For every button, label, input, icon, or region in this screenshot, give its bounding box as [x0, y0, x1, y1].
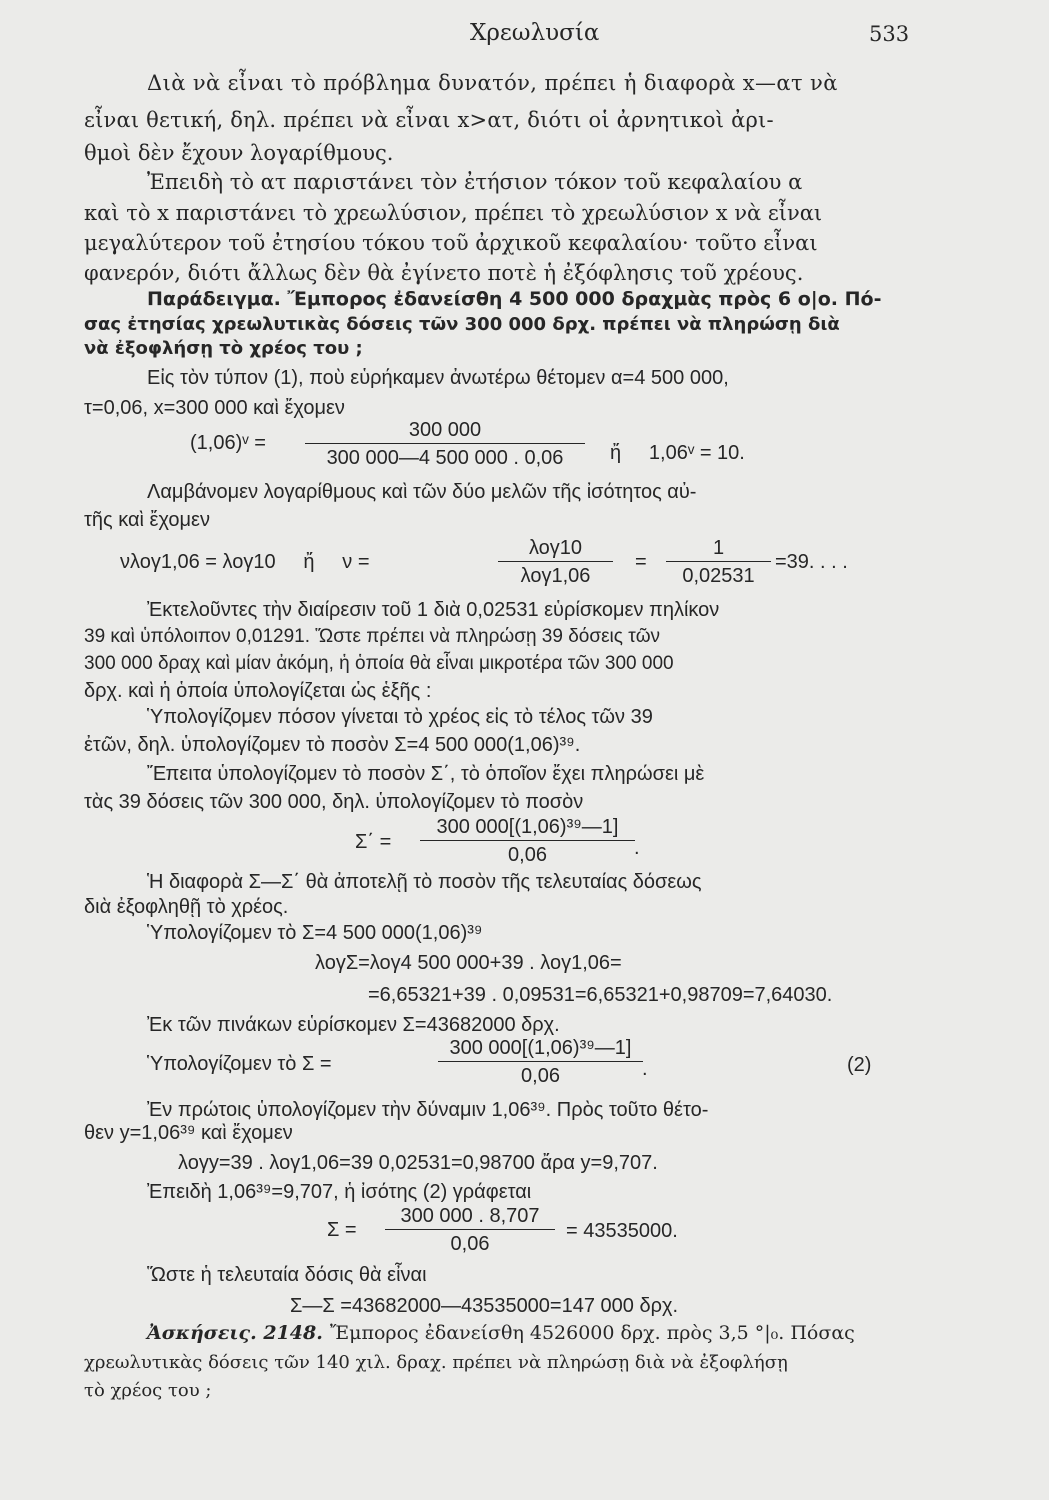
fraction-denominator: λογ1,06 [520, 565, 591, 587]
paragraph-line: μεγαλύτερον τοῦ ἐτησίου τόκου τοῦ ἀρχικοῦ κεφαλαίου· τοῦτο εἶναι [84, 231, 818, 255]
equation-rhs: ἤ 1,06ᵛ = 10. [610, 442, 745, 464]
paragraph-line: Ὥστε ἡ τελευταία δόσις θὰ εἶναι [147, 1264, 427, 1286]
equation-line: =6,65321+39 . 0,09531=6,65321+0,98709=7,64030. [368, 984, 833, 1006]
paragraph-line: διὰ ἐξοφληθῇ τὸ χρέος. [84, 896, 289, 918]
exercise-label: Ἀσκήσεις. 2148. [147, 1322, 323, 1344]
paragraph-line: Ἐν πρώτοις ὑπολογίζομεν τὴν δύναμιν 1,06³⁹. Πρὸς τοῦτο θέτο- [147, 1099, 709, 1121]
paragraph-line: εἶναι θετική, δηλ. πρέπει νὰ εἶναι x>ατ, διότι οἱ ἀρνητικοὶ ἀρι- [84, 108, 774, 132]
paragraph-line: τῆς καὶ ἔχομεν [84, 509, 210, 531]
equation-line: Σ—Σ =43682000—43535000=147 000 δρχ. [290, 1295, 679, 1317]
paragraph-line: τ=0,06, x=300 000 καὶ ἔχομεν [84, 397, 345, 419]
paragraph-line: Ἔπειτα ὑπολογίζομεν τὸ ποσὸν Σ΄, τὸ ὁποῖον ἔχει πληρώσει μὲ [147, 763, 705, 785]
equation-rhs: = 43535000. [566, 1220, 678, 1242]
equation-lhs: Σ΄ = [355, 831, 392, 853]
equation-period: . [642, 1058, 648, 1080]
fraction-denominator: 0,06 [521, 1065, 560, 1087]
equation-lhs: Ὑπολογίζομεν τὸ Σ = [147, 1053, 332, 1075]
equation-fraction [438, 1038, 643, 1086]
paragraph-line: καὶ τὸ x παριστάνει τὸ χρεωλύσιον, πρέπει τὸ χρεωλύσιον x νὰ εἶναι [84, 201, 823, 225]
example-line: νὰ ἐξοφλήσῃ τὸ χρέος του ; [84, 338, 363, 359]
paragraph-line: Ἐκ τῶν πινάκων εὑρίσκομεν Σ=43682000 δρχ. [147, 1014, 560, 1036]
paragraph-line: Ἐπειδὴ τὸ ατ παριστάνει τὸν ἐτήσιον τόκον τοῦ κεφαλαίου α [147, 170, 803, 194]
paragraph-line: 39 καὶ ὑπόλοιπον 0,01291. Ὥστε πρέπει νὰ πληρώσῃ 39 δόσεις τῶν [84, 626, 661, 647]
exercise-line: Ἔμπορος ἐδανείσθη 4526000 δρχ. πρὸς 3,5 °|₀. Πόσας [330, 1322, 855, 1344]
equation-fraction [385, 1206, 555, 1254]
exercise-line: τὸ χρέος του ; [84, 1380, 212, 1401]
fraction-numerator: 300 000 [305, 420, 585, 444]
paragraph-line: Εἰς τὸν τύπον (1), ποὺ εὑρήκαμεν ἀνωτέρω θέτομεν α=4 500 000, [147, 367, 729, 389]
paragraph-line: Ἐκτελοῦντες τὴν διαίρεσιν τοῦ 1 διὰ 0,02531 εὑρίσκομεν πηλίκον [147, 599, 720, 621]
paragraph-line: δρχ. καὶ ἡ ὁποία ὑπολογίζεται ὡς ἑξῆς : [84, 680, 432, 702]
example-line: σας ἐτησίας χρεωλυτικὰς δόσεις τῶν 300 000 δρχ. πρέπει νὰ πληρώσῃ διὰ [84, 314, 840, 335]
paragraph-line: 300 000 δραχ καὶ μίαν ἀκόμη, ἡ ὁποία θὰ εἶναι μικροτέρα τῶν 300 000 [84, 653, 674, 674]
exercise-line: χρεωλυτικὰς δόσεις τῶν 140 χιλ. δραχ. πρέπει νὰ πληρώσῃ διὰ νὰ ἐξοφλήσῃ [84, 1352, 788, 1373]
paragraph-line: θμοὶ δὲν ἔχουν λογαρίθμους. [84, 141, 394, 165]
paragraph-line: Λαμβάνομεν λογαρίθμους καὶ τῶν δύο μελῶν τῆς ἰσότητος αὐ- [147, 481, 697, 503]
paragraph-line: Ἡ διαφορὰ Σ—Σ΄ θὰ ἀποτελῇ τὸ ποσὸν τῆς τελευταίας δόσεως [147, 871, 702, 893]
equation-lhs: Σ = [327, 1219, 357, 1241]
fraction-denominator: 0,06 [508, 844, 547, 866]
equation-lhs: (1,06)ᵛ = [190, 432, 266, 454]
fraction-denominator: 0,06 [450, 1233, 490, 1255]
paragraph-line: Ὑπολογίζομεν τὸ Σ=4 500 000(1,06)³⁹ [147, 922, 483, 944]
page-number: 533 [869, 22, 910, 46]
paragraph-line: ἐτῶν, δηλ. ὑπολογίζομεν τὸ ποσὸν Σ=4 500 000(1,06)³⁹. [84, 734, 581, 756]
fraction-numerator: λογ10 [498, 538, 613, 562]
equation-fraction [305, 420, 585, 468]
paragraph-line: Ἐπειδὴ 1,06³⁹=9,707, ἡ ἰσότης (2) γράφεται [147, 1181, 532, 1203]
paragraph-line: φανερόν, διότι ἄλλως δὲν θὰ ἐγίνετο ποτὲ ἡ ἐξόφλησις τοῦ χρέους. [84, 261, 804, 285]
running-header-title: Χρεωλυσία [470, 20, 600, 46]
paragraph-line: θεν y=1,06³⁹ καὶ ἔχομεν [84, 1122, 293, 1144]
paragraph-line: Ὑπολογίζομεν πόσον γίνεται τὸ χρέος εἰς τὸ τέλος τῶν 39 [147, 706, 653, 728]
equation-rhs: =39. . . . [775, 551, 848, 573]
equation-lhs: νλογ1,06 = λογ10 ἤ ν = [120, 551, 370, 573]
equation-tag: (2) [847, 1054, 872, 1076]
equation-line: λογΣ=λογ4 500 000+39 . λογ1,06= [315, 952, 622, 974]
fraction-numerator: 1 [666, 538, 771, 562]
fraction-numerator: 300 000 . 8,707 [385, 1206, 555, 1230]
fraction-numerator: 300 000[(1,06)³⁹—1] [420, 817, 635, 841]
equation-fraction [498, 538, 613, 586]
equals-sign: = [635, 551, 647, 573]
fraction-numerator: 300 000[(1,06)³⁹—1] [438, 1038, 643, 1062]
fraction-denominator: 0,02531 [682, 565, 755, 587]
paragraph-line: Διὰ νὰ εἶναι τὸ πρόβλημα δυνατόν, πρέπει ἡ διαφορὰ x—ατ νὰ [147, 71, 838, 95]
example-line: Παράδειγμα. Ἔμπορος ἐδανείσθη 4 500 000 δραχμὰς πρὸς 6 ο|ο. Πό- [147, 288, 882, 310]
equation-fraction [666, 538, 771, 586]
paragraph-line: τὰς 39 δόσεις τῶν 300 000, δηλ. ὑπολογίζομεν τὸ ποσὸν [84, 791, 584, 813]
fraction-denominator: 300 000—4 500 000 . 0,06 [326, 447, 564, 469]
equation-period: . [634, 837, 640, 859]
equation-line: λογy=39 . λογ1,06=39 0,02531=0,98700 ἄρα y=9,707. [178, 1152, 658, 1174]
equation-fraction [420, 817, 635, 865]
